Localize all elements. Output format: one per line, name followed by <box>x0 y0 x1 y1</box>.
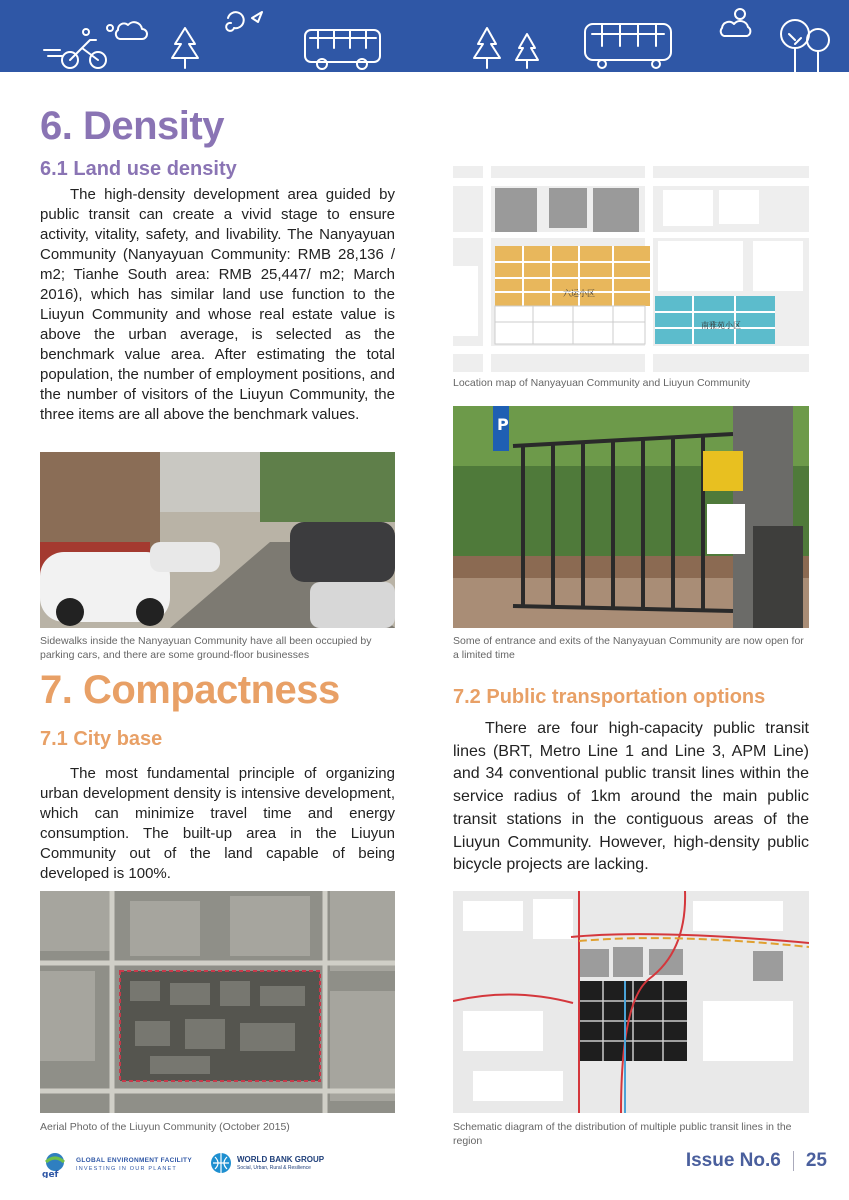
issue-label: Issue No.6 <box>685 1150 781 1171</box>
section-7-2-title: 7.2 Public transportation options <box>453 686 766 708</box>
gef-name: GLOBAL ENVIRONMENT FACILITY <box>76 1156 192 1164</box>
section-7-1-title: 7.1 City base <box>40 728 163 750</box>
gate-photo <box>453 406 809 628</box>
section-7-title: 7. Compactness <box>40 668 340 712</box>
section-6-title: 6. Density <box>40 104 224 148</box>
gef-logo <box>40 1150 192 1178</box>
issue-page-label <box>686 1150 827 1172</box>
transit-diagram-caption: Schematic diagram of the distribution of multiple public transit lines in the region <box>453 1121 792 1147</box>
sidewalk-photo <box>40 452 395 628</box>
map-label-liuyun: 六运小区 <box>563 289 595 298</box>
section-7-2-text: There are four high-capacity public transit lines (BRT, Metro Line 1 and Line 3, APM Line) and 34 conventional public transit lines within the service radius of 1km around the main public transit stations in the contiguous areas of the Liuyun Community. However, high-density public bicycle projects are lacking. <box>453 720 809 874</box>
section-7-1-text: The most fundamental principle of organizing urban development density is intensive development, which can minimize travel time and energy consumption. The built-up area in the Liuyun Community out of the land capable of being developed is 100%. <box>40 765 395 882</box>
aerial-photo-caption: Aerial Photo of the Liuyun Community (October 2015) <box>40 1121 290 1133</box>
transit-diagram <box>453 891 809 1113</box>
wb-name: WORLD BANK GROUP <box>237 1155 325 1164</box>
header-banner <box>0 0 849 72</box>
cyclist-icon <box>44 29 106 68</box>
world-bank-globe-icon <box>210 1152 232 1174</box>
page-number: 25 <box>805 1150 827 1171</box>
aerial-photo <box>40 891 395 1113</box>
world-bank-logo <box>210 1152 324 1174</box>
gef-globe-icon <box>40 1150 70 1178</box>
section-6-1-title: 6.1 Land use density <box>40 158 237 180</box>
location-map-caption: Location map of Nanyayuan Community and Liuyun Community <box>453 377 751 389</box>
cloud-icon <box>107 22 147 39</box>
tram-icon <box>585 24 671 68</box>
svg-text:gef: gef <box>42 1170 59 1178</box>
wind-icon <box>226 12 262 31</box>
map-label-nanyayuan: 南雅苑小区 <box>701 321 741 330</box>
gef-tagline: INVESTING IN OUR PLANET <box>76 1165 177 1172</box>
issue-separator <box>793 1151 794 1171</box>
wb-tagline: Social, Urban, Rural & Resilience <box>237 1165 311 1171</box>
section-6-1-text: The high-density development area guided by public transit can create a vivid stage to ensure activity, vitality, safety, and livability. The Nanyayuan Community (Nanyayuan Community: RMB 28,136 / m2; Tianhe South area: RMB 25,447/ m2; March 2016), which has similar land use function to the Liuyun Community and whose real estate value is above the urban average, is selected as the benchmark value area. After estimating the total population, the number of employment positions, and the number of visitors of the Liuyun Community, the three items are all above the benchmark values. <box>40 186 395 423</box>
bus-icon <box>305 30 380 69</box>
sun-cloud-icon <box>721 9 751 36</box>
gate-photo-caption: Some of entrance and exits of the Nanyayuan Community are now open for a limited time <box>453 635 804 661</box>
round-trees-icon <box>781 20 829 72</box>
trees-icon <box>474 28 538 68</box>
tree-icon <box>172 28 198 68</box>
svg-text:P: P <box>497 415 509 434</box>
sidewalk-photo-caption: Sidewalks inside the Nanyayuan Community have all been occupied by parking cars, and there are some ground-floor businesses <box>40 635 372 661</box>
location-map <box>453 166 809 372</box>
